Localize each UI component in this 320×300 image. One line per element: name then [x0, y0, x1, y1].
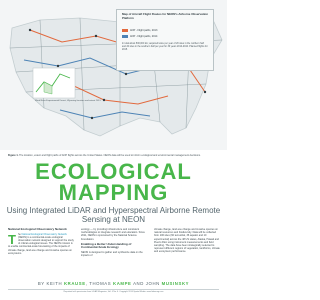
paragraph-text: NEON is designed to gather and synthesize data on the impacts of: [81, 251, 143, 258]
legend-item: [122, 29, 157, 32]
byline: [0, 281, 227, 286]
paragraph-text: climate change, land-use change and invasive species on natural resources and biodiversity. Data will be collected from 106 sites (60 terrestrial, 36 aquatic and 10 experimental) across the 48 US states, Alaska, Hawaii and Puerto Rico using instrument measurements and field sampling. The data have been strategically selected to represent different regions of vegetation, landforms, climate and ecosystem performance.: [154, 228, 220, 254]
legend-swatch: [122, 29, 128, 32]
author-last-name: KAMPE: [113, 281, 132, 286]
section-heading: Enabling a Better Understanding of Continental-Scale Ecology: [81, 241, 132, 250]
article-subtitle: Using Integrated LiDAR and Hyperspectral Airborne Remote Sensing at NEON: [6, 206, 221, 224]
article-body: [8, 228, 220, 282]
headline-line: ECOLOGICAL: [35, 159, 192, 184]
legend-note: In total about 500,000 km; acquired twice per year of 20 sites in the northern half and 20 sites in the southern half per year for 30 years 2014-2044. Planned flights for 2015.: [122, 43, 208, 51]
body-column-2: [81, 228, 147, 257]
map-legend: [116, 9, 214, 71]
legend-label: AOP - Flight paths, 2014: [130, 35, 158, 38]
legend-title: Map of Aircraft Flight Routes for NEON's Airborne Observation Platform: [122, 12, 209, 20]
article-headline: [0, 161, 227, 203]
byline-separator: AND: [131, 281, 146, 286]
byline-separator: ,: [85, 281, 90, 286]
author-last-name: KRAUSE: [63, 281, 86, 286]
author-first-name: JOHN: [145, 281, 162, 286]
paragraph-text: ecology — by providing infrastructure and consistent methodologies to integrate research and education. Since 2011, NEON is sponsored by the National Science Foundation.: [81, 228, 145, 241]
caption-text: The location, extent and flight paths of AOP flights across the United States. NEON data will be used to inform ecological and environmental management decisions.: [19, 154, 201, 157]
author-first-name: KEITH: [46, 281, 64, 286]
author-first-name: THOMAS: [89, 281, 113, 286]
neon-link[interactable]: National Ecological Observatory Network: [21, 232, 67, 236]
paragraph-lead: he: [17, 232, 22, 236]
byline-prefix: BY: [37, 281, 47, 286]
footer-divider: [8, 289, 219, 290]
figure-caption: [8, 154, 218, 157]
paragraph-text: (NEON) is a continental-scale ecological observation network designed to support the study of critical ecological issues. The NEON mission is to enable continental-scale forecasting of the impacts of climate change, land-use change and invasive species on ecosystems.: [8, 235, 74, 255]
drop-cap: T: [8, 231, 16, 247]
flight-route-map: [0, 0, 227, 150]
reprint-footer: Reprinted with permission from LiDAR Magazine, Vol. 4 No. 6. Copyright 2014 Spatial Media. www.lidarmag.com: [63, 291, 164, 293]
inset-label: Wind River Experimental Forest, Wyoming location and extent 2013: [35, 100, 101, 102]
figure-label: Figure 1.: [8, 154, 19, 157]
legend-swatch: [122, 35, 128, 38]
legend-label: AOP - Flight paths, 2013: [130, 29, 158, 32]
body-column-3: [154, 228, 220, 254]
body-column-1: [8, 228, 74, 255]
author-last-name: MUSINSKY: [161, 281, 190, 286]
legend-item: [122, 35, 157, 38]
headline-line: MAPPING: [58, 180, 169, 205]
section-heading: National Ecological Observatory Network: [8, 227, 67, 231]
